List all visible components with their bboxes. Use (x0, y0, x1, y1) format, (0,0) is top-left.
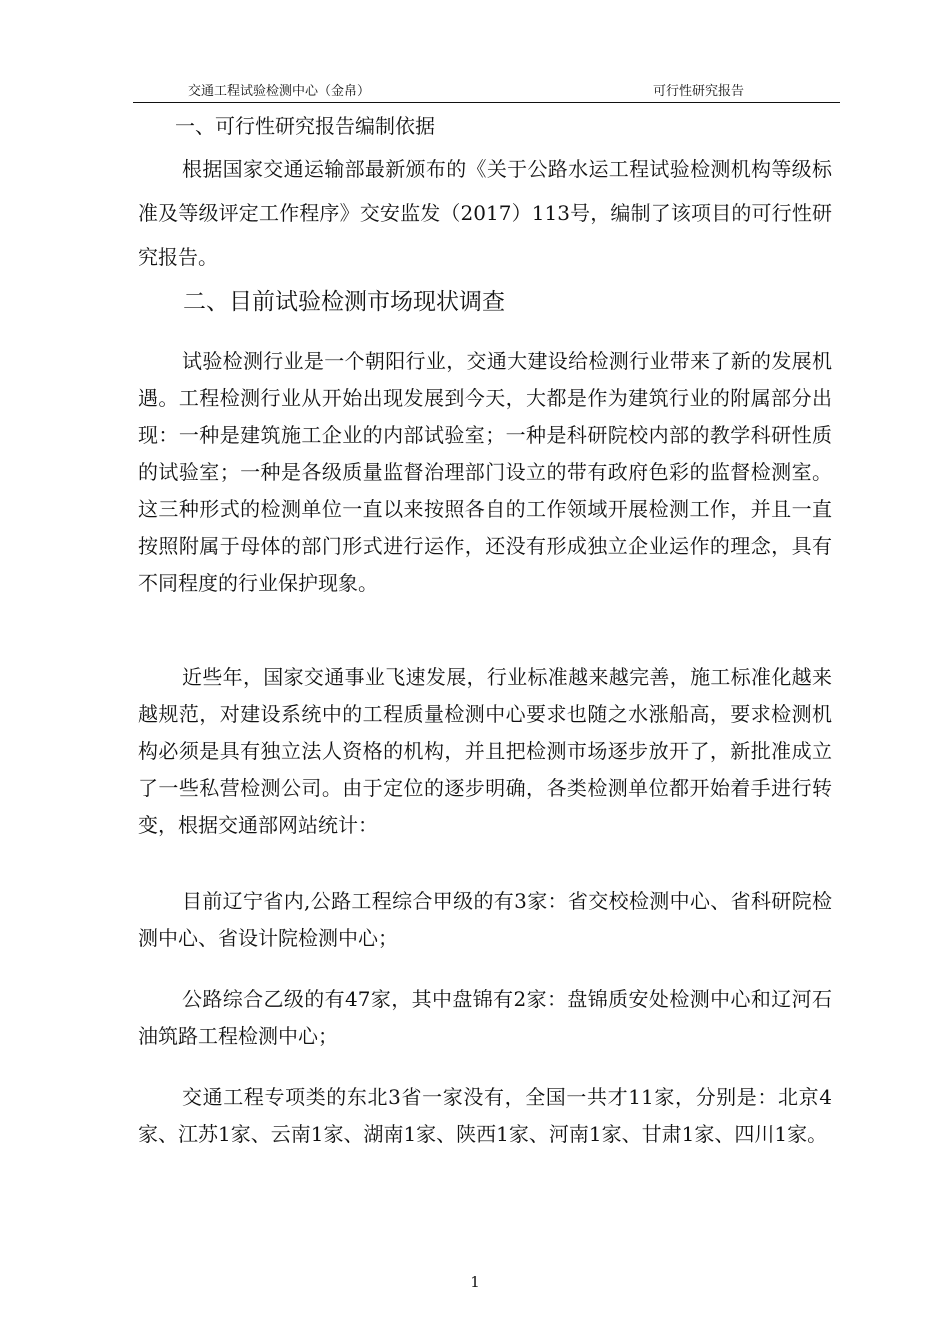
section1-heading: 一、可行性研究报告编制依据 (175, 114, 435, 138)
section1-body: 根据国家交通运输部最新颁布的《关于公路水运工程试验检测机构等级标准及等级评定工作程序》交安监发（2017）113号，编制了该项目的可行性研究报告。 (138, 157, 832, 269)
header-organization: 交通工程试验检测中心（金帛） (188, 84, 371, 99)
header-divider (133, 102, 840, 103)
paragraph-class-a-count: 目前辽宁省内,公路工程综合甲级的有3家：省交校检测中心、省科研院检测中心、省设计院检测中心； (138, 889, 832, 950)
paragraph-industry-overview: 试验检测行业是一个朝阳行业，交通大建设给检测行业带来了新的发展机遇。工程检测行业从开始出现发展到今天，大都是作为建筑行业的附属部分出现：一种是建筑施工企业的内部试验室；一种是科研院校内部的教学科研性质的试验室；一种是各级质量监督治理部门设立的带有政府色彩的监督检测室。这三种形式的检测单位一直以来按照各自的工作领域开展检测工作，并且一直按照附属于母体的部门形式进行运作，还没有形成独立企业运作的理念，具有不同程度的行业保护现象。 (138, 349, 832, 595)
section2-heading: 二、目前试验检测市场现状调查 (183, 289, 505, 315)
paragraph-recent-development: 近些年，国家交通事业飞速发展，行业标准越来越完善，施工标准化越来越规范，对建设系统中的工程质量检测中心要求也随之水涨船高，要求检测机构必须是具有独立法人资格的机构，并且把检测市场逐步放开了，新批准成立了一些私营检测公司。由于定位的逐步明确，各类检测单位都开始着手进行转变，根据交通部网站统计： (138, 665, 832, 837)
page-number: 1 (470, 1273, 480, 1291)
page-header (133, 82, 840, 102)
header-report-title: 可行性研究报告 (653, 84, 745, 99)
paragraph-class-b-count: 公路综合乙级的有47家，其中盘锦有2家：盘锦质安处检测中心和辽河石油筑路工程检测中心； (138, 987, 832, 1048)
paragraph-specialty-count: 交通工程专项类的东北3省一家没有，全国一共才11家，分别是：北京4家、江苏1家、云南1家、湖南1家、陕西1家、河南1家、甘肃1家、四川1家。 (138, 1085, 832, 1146)
